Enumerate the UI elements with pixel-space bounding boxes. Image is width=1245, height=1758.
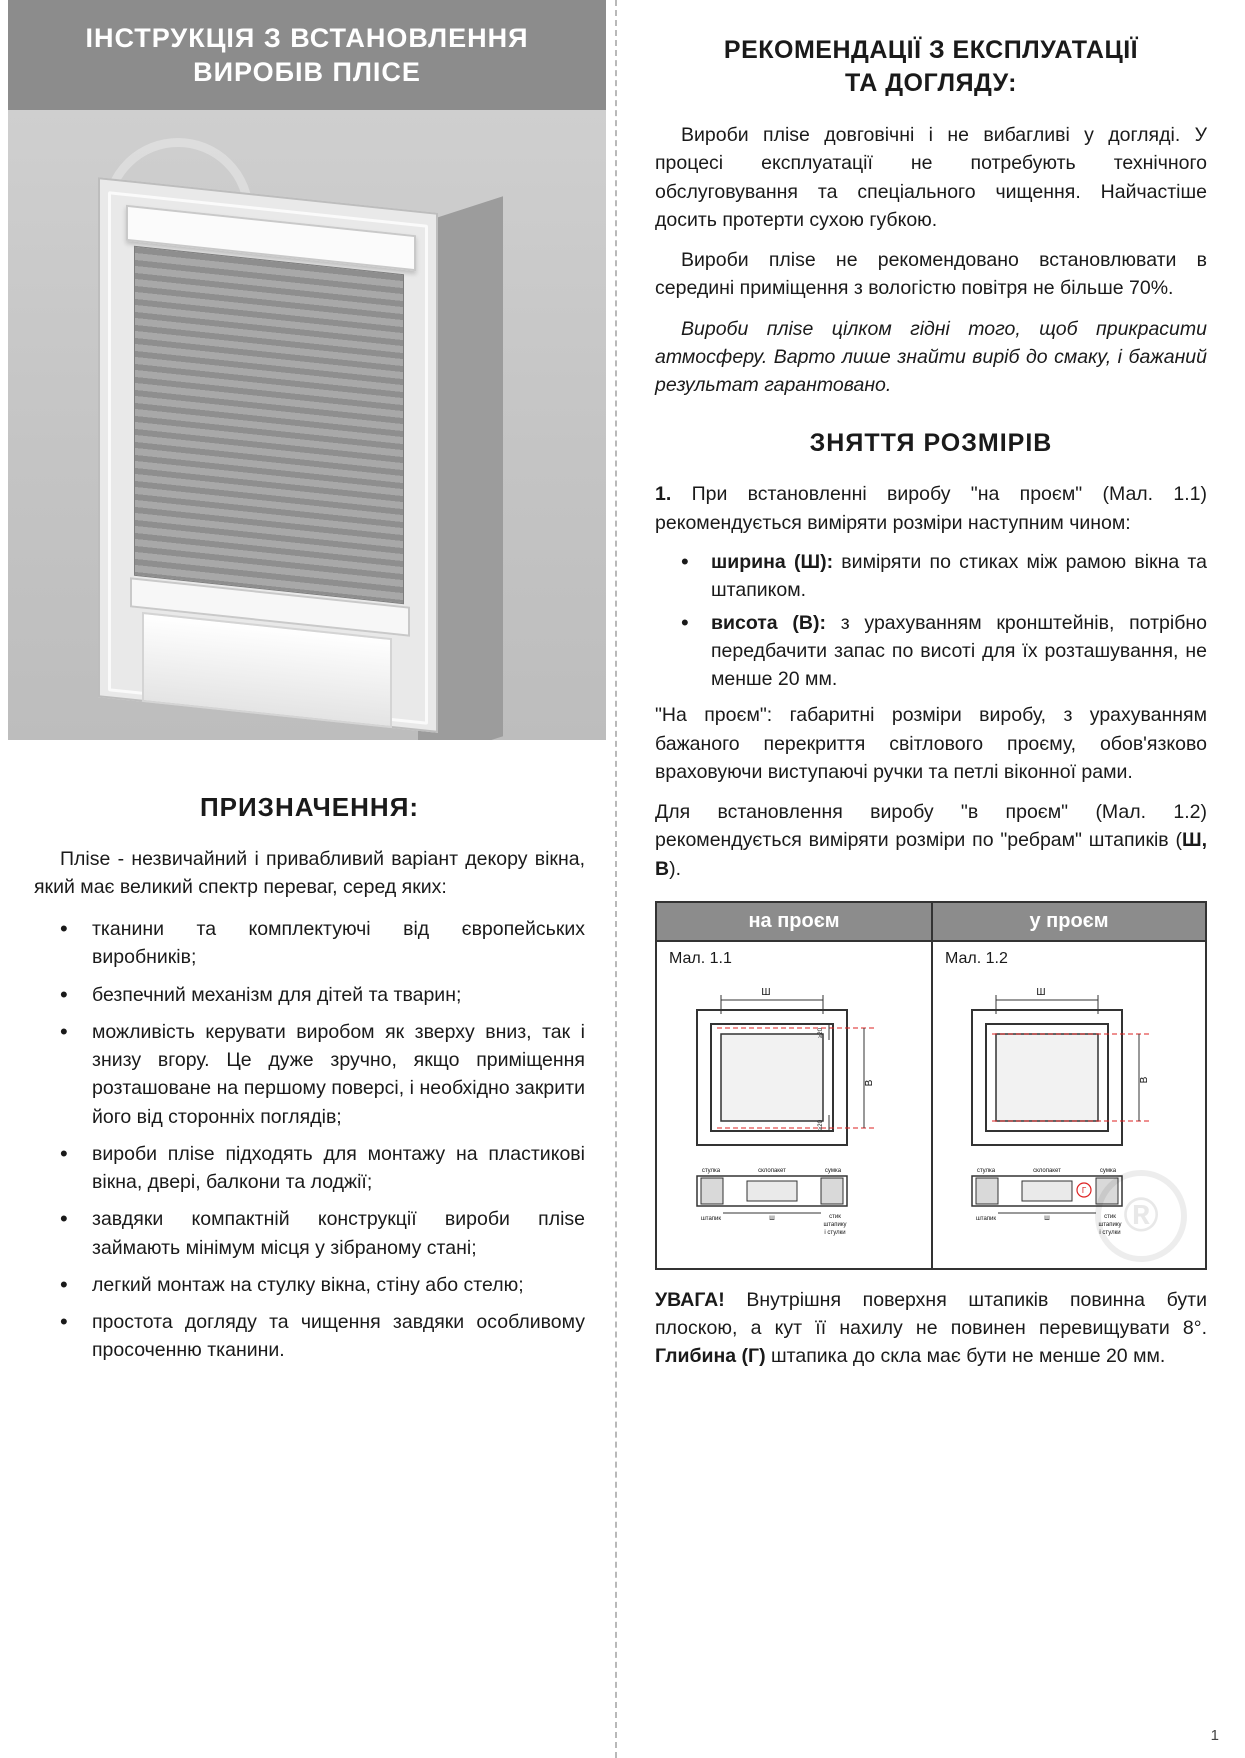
svg-text:Ш: Ш: [769, 1215, 775, 1222]
bullet-text-height: з урахуванням кронштейнів, потрібно передбачити запас по висоті для їх розташування, не менше 20 мм.: [711, 612, 1207, 690]
svg-text:сумка: сумка: [824, 1167, 842, 1174]
left-column: [0, 0, 615, 1758]
measuring-bullet-list: [655, 549, 1207, 693]
svg-text:≥20: ≥20: [818, 1027, 824, 1038]
right-column: [615, 0, 1245, 1758]
bullet-term-height: висота (В):: [711, 612, 826, 635]
bullet-term-width: ширина (Ш):: [711, 550, 834, 573]
purpose-bullet-list: [34, 915, 585, 1365]
warning-term-depth: Глибина (Г): [655, 1345, 766, 1368]
figure-2-header: у проєм: [933, 903, 1205, 942]
watermark-icon: ®: [1095, 1170, 1187, 1262]
svg-text:Ш: Ш: [1044, 1215, 1050, 1222]
measuring-heading: ЗНЯТТЯ РОЗМІРІВ: [809, 429, 1053, 458]
svg-text:і стулки: і стулки: [824, 1229, 846, 1236]
figure-on-opening: [657, 903, 931, 1268]
care-paragraph-1: Вироби пліse довговічні і не вибагливі у догляді. У процесі експлуатації не потребують технічного обслуговування та спеціального чищення. Найчастіше досить протерти сухою губкою.: [655, 124, 1207, 231]
figure-1-canvas: [657, 968, 931, 1268]
page-title: [655, 34, 1207, 99]
svg-text:штапику: штапику: [823, 1221, 847, 1228]
list-item: • завдяки компактній конструкції вироби пліse займають мінімум місця у зібраному стані;: [34, 1205, 585, 1262]
svg-text:штапику: штапику: [1098, 1221, 1122, 1228]
window-illustration: [68, 120, 538, 740]
svg-text:≥20: ≥20: [818, 1119, 824, 1130]
list-item: [655, 610, 1207, 693]
purpose-heading: ПРИЗНАЧЕННЯ:: [199, 791, 420, 822]
measuring-paragraph-3: [655, 798, 1207, 883]
measuring-intro-text: При встановленні виробу "на проєм" (Мал. 1.1) рекомендується виміряти розміри наступним чином:: [655, 483, 1207, 534]
measuring-paragraph-3-c: ).: [669, 857, 682, 880]
svg-text:стулка: стулка: [976, 1167, 996, 1174]
svg-text:В: В: [1139, 1076, 1150, 1084]
list-item: • вироби пліse підходять для монтажу на пластикові вікна, двері, балкони та лоджії;: [34, 1140, 585, 1197]
svg-text:і стулки: і стулки: [1099, 1229, 1121, 1236]
svg-text:Ш: Ш: [1036, 986, 1046, 998]
figure-1-drawing: [657, 968, 931, 1268]
figure-1-header: на проєм: [657, 903, 931, 942]
figures-table: [655, 901, 1207, 1270]
left-body: [0, 740, 615, 1384]
page-title-line2: ТА ДОГЛЯДУ:: [845, 68, 1017, 97]
measuring-paragraph-3-a: Для встановлення виробу "в проєм" (Мал. 1.2) рекомендується виміряти розміри по "ребрам" штапиків (: [655, 801, 1207, 852]
svg-text:сумка: сумка: [1099, 1167, 1117, 1174]
care-paragraph-2: Вироби пліse не рекомендовано встановлювати в середині приміщення з вологістю повітря не більше 70%.: [655, 249, 1207, 300]
left-header-title-line1: ІНСТРУКЦІЯ З ВСТАНОВЛЕННЯ: [85, 23, 529, 53]
page-title-line1: РЕКОМЕНДАЦІЇ З ЕКСПЛУАТАЦІЇ: [723, 36, 1139, 64]
care-paragraph-3: Вироби пліse цілком гідні того, щоб прикрасити атмосферу. Варто лише знайти виріб до смаку, і бажаний результат гарантовано.: [655, 317, 1207, 397]
warning-label: УВАГА!: [655, 1288, 725, 1311]
measuring-intro: [655, 480, 1207, 537]
figure-in-opening: [931, 903, 1205, 1268]
list-item: • можливість керувати виробом як зверху вниз, так і знизу вгору. Це дуже зручно, якщо приміщення розташоване на першому поверсі, і необхідно закрити його від сторонніх поглядів;: [34, 1018, 585, 1131]
list-item: • простота догляду та чищення завдяки особливому просоченню тканини.: [34, 1308, 585, 1365]
warning-paragraph: [655, 1286, 1207, 1371]
list-item: • легкий монтаж на стулку вікна, стіну або стелю;: [34, 1271, 585, 1299]
bullet-text-width: виміряти по стиках між рамою вікна та штапиком.: [711, 550, 1207, 601]
page-number: 1: [1210, 1727, 1219, 1744]
list-item: • тканини та комплектуючі від європейських виробників;: [34, 915, 585, 972]
list-item: [655, 549, 1207, 604]
svg-text:штапик: штапик: [975, 1215, 997, 1222]
warning-text-2: штапика до скла має бути не менше 20 мм.: [765, 1345, 1166, 1368]
svg-text:Г: Г: [1081, 1185, 1087, 1195]
product-photo: [8, 110, 606, 740]
figure-2-label: Мал. 1.2: [945, 949, 1008, 967]
warning-text-1: Внутрішня поверхня штапиків повинна бути плоскою, а кут її нахилу не повинен перевищувати 8°.: [655, 1288, 1207, 1340]
left-header-title-line2: ВИРОБІВ ПЛІСЕ: [193, 56, 421, 87]
measuring-intro-number: 1.: [655, 483, 672, 506]
svg-text:стулка: стулка: [701, 1167, 721, 1174]
figure-1-label: Мал. 1.1: [669, 949, 732, 967]
svg-text:Ш: Ш: [761, 986, 771, 998]
svg-text:стик: стик: [829, 1213, 841, 1220]
list-item: • безпечний механізм для дітей та тварин;: [34, 981, 585, 1009]
svg-text:склопакет: склопакет: [1033, 1167, 1061, 1174]
svg-text:стик: стик: [1104, 1213, 1116, 1220]
figure-2-canvas: [933, 968, 1205, 1268]
measuring-paragraph-3-b: Ш, В: [655, 829, 1207, 880]
svg-text:штапик: штапик: [700, 1215, 722, 1222]
measuring-paragraph-2: "На проєм": габаритні розміри виробу, з урахуванням бажаного перекриття світлового проєму, обов'язково враховуючи виступаючі ручки та петлі віконної рами.: [655, 704, 1207, 783]
purpose-intro: Пліse - незвичайний і привабливий варіант декору вікна, який має великий спектр переваг, серед яких:: [34, 847, 585, 898]
svg-text:В: В: [864, 1079, 875, 1087]
left-header-bar: [8, 0, 606, 110]
svg-text:склопакет: склопакет: [758, 1167, 786, 1174]
